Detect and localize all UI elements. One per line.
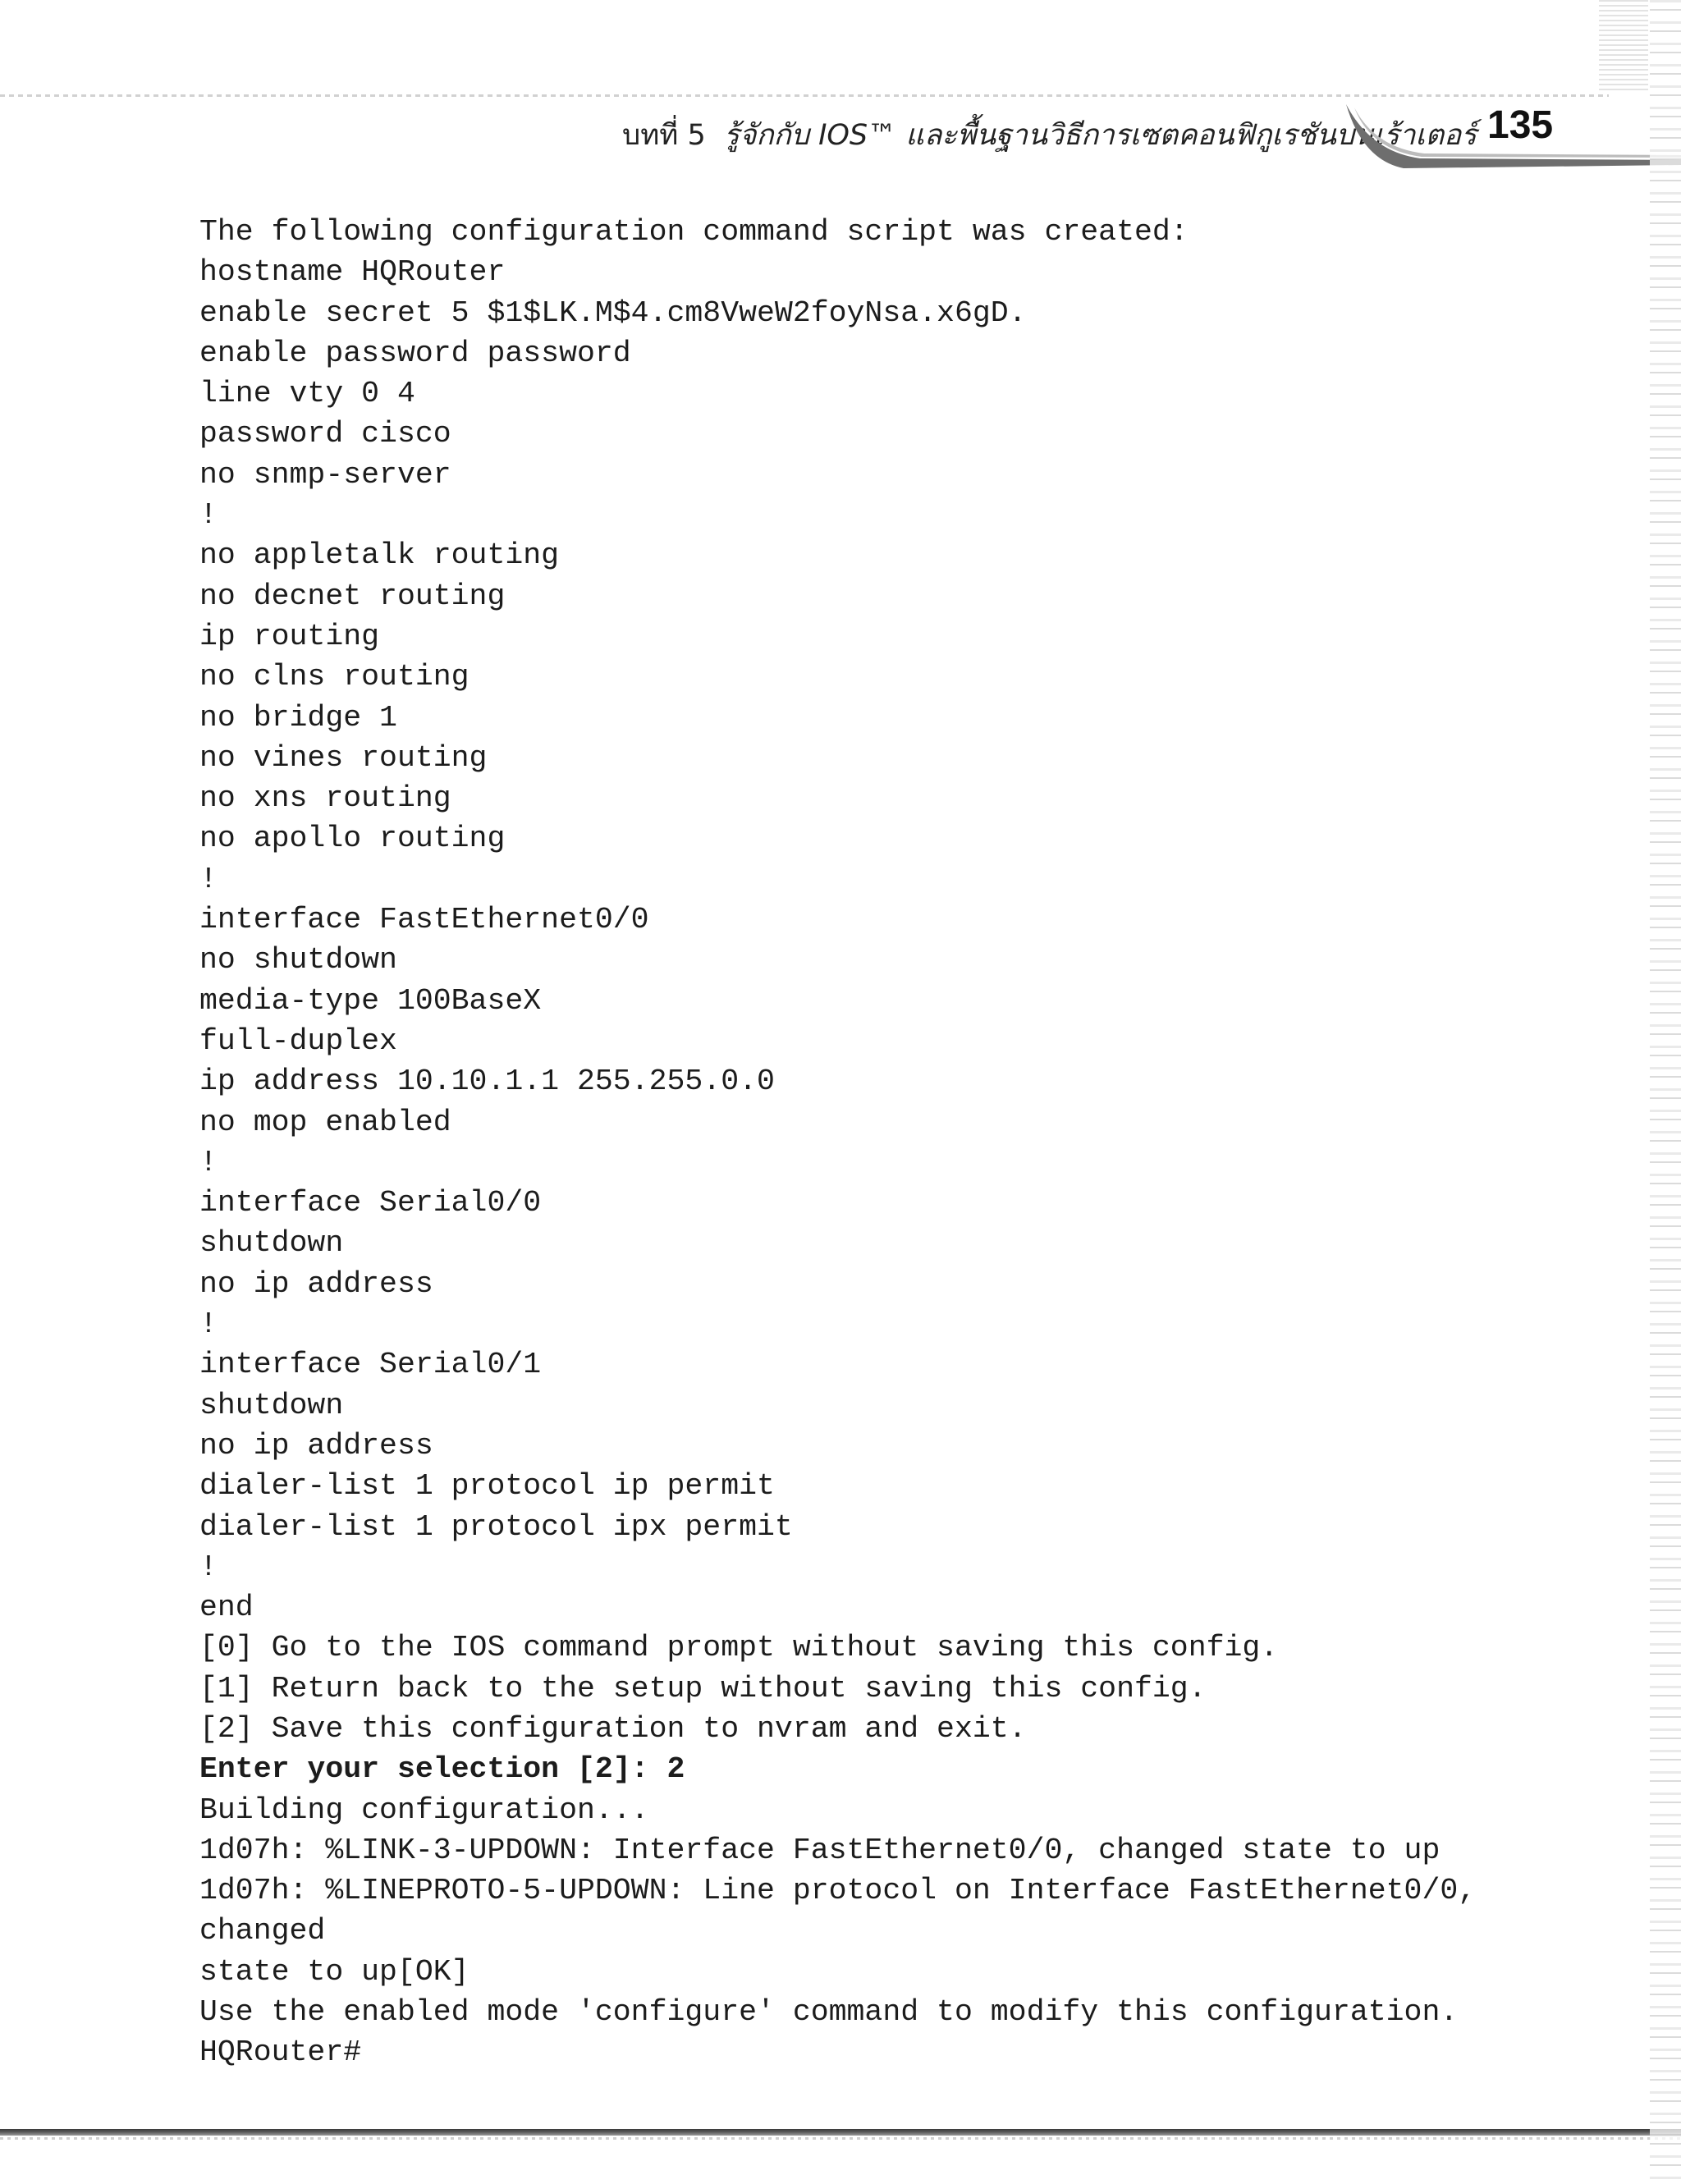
code-line: Enter your selection [2]: 2	[199, 1752, 685, 1787]
bottom-rule-shadow	[0, 2137, 1681, 2140]
code-line: no vines routing	[199, 740, 488, 775]
code-line: HQRouter#	[199, 2035, 362, 2070]
page-number: 135	[1487, 103, 1554, 147]
chapter-label: บทที่ 5	[622, 119, 706, 152]
code-line: no ip address	[199, 1266, 433, 1301]
page-header	[0, 103, 1681, 185]
code-line: !	[199, 1145, 218, 1179]
code-line: no ip address	[199, 1428, 433, 1463]
code-line: !	[199, 498, 218, 533]
scan-edge-right	[1650, 0, 1681, 2184]
code-line: line vty 0 4	[199, 377, 415, 411]
code-line: full-duplex	[199, 1023, 397, 1058]
code-line: no xns routing	[199, 781, 451, 816]
code-line: shutdown	[199, 1226, 344, 1261]
code-line: media-type 100BaseX	[199, 983, 542, 1018]
code-line: dialer-list 1 protocol ip permit	[199, 1469, 775, 1504]
code-line: no snmp-server	[199, 457, 451, 492]
code-line: interface FastEthernet0/0	[199, 903, 649, 937]
code-line: interface Serial0/0	[199, 1186, 542, 1220]
code-line: !	[199, 862, 218, 896]
code-line: [0] Go to the IOS command prompt without saving this config.	[199, 1631, 1279, 1665]
code-line: !	[199, 1307, 218, 1342]
code-line: interface Serial0/1	[199, 1348, 542, 1382]
cli-output-block	[199, 212, 1480, 2073]
code-line: ip address 10.10.1.1 255.255.0.0	[199, 1065, 775, 1099]
code-line: Use the enabled mode 'configure' command to modify this configuration.	[199, 1995, 1459, 2030]
code-line: state to up[OK]	[199, 1954, 469, 1989]
bottom-rule	[0, 2129, 1681, 2136]
code-line: changed	[199, 1914, 326, 1948]
code-line: enable password password	[199, 336, 631, 370]
top-rule	[0, 94, 1609, 97]
code-line: no shutdown	[199, 943, 397, 978]
code-line: no apollo routing	[199, 822, 506, 856]
code-line: no bridge 1	[199, 700, 397, 735]
code-line: no appletalk routing	[199, 538, 560, 573]
code-line: no mop enabled	[199, 1105, 451, 1139]
code-line: ip routing	[199, 619, 380, 653]
code-line: password cisco	[199, 417, 451, 451]
code-line: no decnet routing	[199, 579, 506, 613]
code-line: hostname HQRouter	[199, 255, 506, 290]
code-line: Building configuration...	[199, 1793, 649, 1827]
code-line: end	[199, 1591, 254, 1625]
code-line: [1] Return back to the setup without saving this config.	[199, 1671, 1207, 1706]
code-line: no clns routing	[199, 660, 469, 694]
running-title: รู้จักกับ IOS™ และพื้นฐานวิธีการเซตคอนฟิกูเรชันบนเร้าเตอร์	[724, 119, 1477, 152]
scan-artifact-top	[1599, 0, 1648, 90]
code-line: The following configuration command script was created:	[199, 215, 1189, 249]
code-line: dialer-list 1 protocol ipx permit	[199, 1509, 793, 1544]
code-line: !	[199, 1550, 218, 1584]
code-line: shutdown	[199, 1388, 344, 1422]
code-line: [2] Save this configuration to nvram and exit.	[199, 1711, 1027, 1746]
code-line: 1d07h: %LINEPROTO-5-UPDOWN: Line protocol on Interface FastEthernet0/0,	[199, 1874, 1477, 1908]
code-line: 1d07h: %LINK-3-UPDOWN: Interface FastEthernet0/0, changed state to up	[199, 1833, 1441, 1867]
code-line: enable secret 5 $1$LK.M$4.cm8VweW2foyNsa.x6gD.	[199, 295, 1027, 330]
